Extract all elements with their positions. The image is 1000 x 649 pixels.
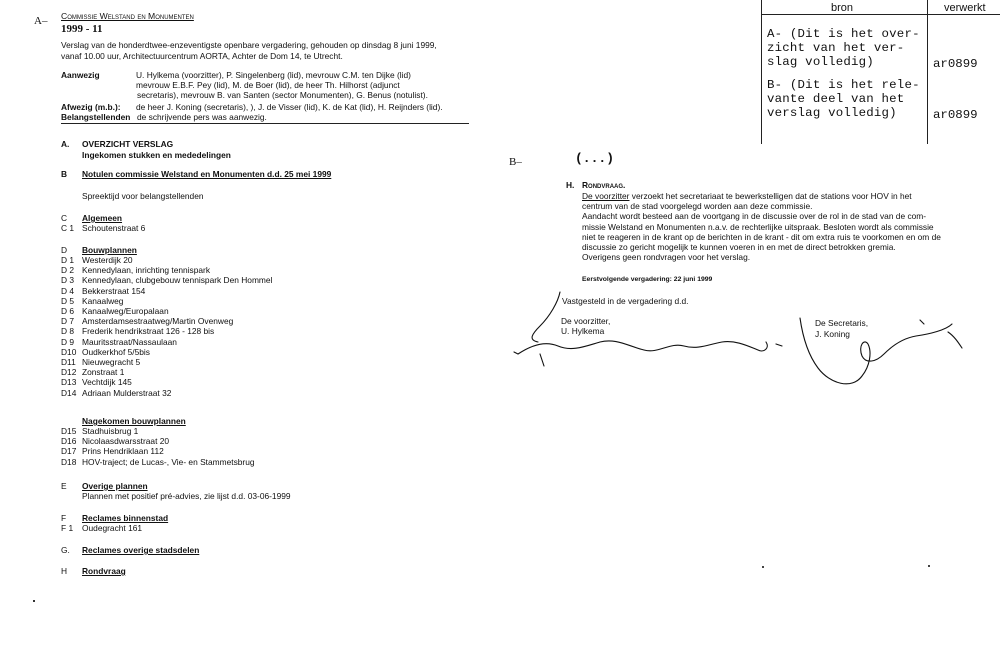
body-line: missie Welstand en Monumenten n.a.v. de rechterlijke uitspraak. Besloten wordt als commissie — [582, 221, 934, 232]
list-item: D 4 Bekkerstraat 154 — [61, 285, 146, 296]
list-item: D 2 Kennedylaan, inrichting tennispark — [61, 265, 211, 276]
present-label: Aanwezig — [61, 70, 100, 80]
list-item: D18 HOV-traject; de Lucas-, Vie- en Stammetsbrug — [61, 456, 255, 467]
archive-stamp-table — [761, 0, 1000, 144]
section-b-letter: B — [61, 169, 68, 179]
list-item: D15 Stadhuisbrug 1 — [61, 426, 139, 436]
section-f-letter: F — [61, 513, 67, 523]
header-divider — [61, 123, 469, 124]
section-h-letter: H — [61, 566, 68, 576]
doc-number: 1999 - 11 — [61, 23, 103, 35]
section-f-title: Reclames binnenstad — [82, 513, 169, 523]
stamp-code-a: ar0899 — [933, 57, 978, 71]
list-item: F 1 Oudegracht 161 — [61, 523, 143, 533]
stamp-border-left — [761, 0, 762, 144]
secretary-name: J. Koning — [815, 329, 850, 339]
body-line: Overigens geen rondvragen voor het verslag. — [582, 252, 751, 263]
section-a-title: OVERZICHT VERSLAG — [82, 139, 174, 149]
section-c-title: Algemeen — [82, 213, 123, 223]
signatures — [500, 280, 980, 410]
body-line: discussie zo gericht mogelijk te kunnen voeren in en met de direct betrokken gremia. — [582, 242, 896, 253]
section-b-subtitle: Spreektijd voor belangstellenden — [82, 191, 204, 201]
list-item: D 7 Amsterdamsestraatweg/Martin Ovenweg — [61, 316, 234, 327]
stamp-row-a — [767, 27, 920, 70]
list-item: D 5 Kanaalweg — [61, 295, 124, 306]
list-item: D 6 Kanaalweg/Europalaan — [61, 306, 169, 317]
scan-speck — [33, 600, 35, 602]
rondvraag-letter: H. — [566, 180, 575, 190]
list-item: D 8 Frederik hendrikstraat 126 - 128 bis — [61, 326, 215, 337]
absent-text: de heer J. Koning (secretaris), ), J. de Visser (lid), K. de Kat (lid), H. Reijnders (lid). — [136, 102, 443, 112]
chair-lead: De voorzitter — [582, 191, 630, 201]
marker-b: B– — [509, 156, 522, 168]
list-item: D16 Nicolaasdwarsstraat 20 — [61, 436, 170, 447]
list-item: D13 Vechtdijk 145 — [61, 377, 132, 388]
secretary-signature-icon — [800, 318, 962, 384]
body-line: centrum van de stad voorgelegd worden aan deze commissie. — [582, 201, 813, 212]
late-plans-items — [61, 426, 255, 467]
intro-line-1: Verslag van de honderdtwee-enzeventigste openbare vergadering, gehouden op dinsdag 8 juni 1999, — [61, 40, 437, 50]
section-d-items — [61, 255, 272, 398]
stamp-line: B- (Dit is het rele- — [767, 78, 920, 92]
stamp-col-processed: verwerkt — [944, 2, 986, 14]
section-h-title: Rondvraag — [82, 566, 126, 576]
marker-a: A– — [34, 15, 48, 27]
list-item: D14 Adriaan Mulderstraat 32 — [61, 387, 172, 398]
stamp-border-mid — [927, 0, 928, 144]
body-line: Aandacht wordt besteed aan de voortgang in de discussie over de rol in de stad van de com- — [582, 211, 927, 222]
chair-role: De voorzitter, — [561, 316, 611, 326]
scan-speck — [928, 565, 930, 567]
late-plans-title: Nagekomen bouwplannen — [82, 416, 186, 426]
stamp-code-b: ar0899 — [933, 108, 978, 122]
section-f-items — [61, 523, 142, 533]
list-item: D 9 Mauritsstraat/Nassaulaan — [61, 336, 177, 347]
section-e-letter: E — [61, 481, 67, 491]
chair-name: U. Hylkema — [561, 326, 605, 336]
section-e-title: Overige plannen — [82, 481, 148, 491]
present-line: secretaris), mevrouw B. van Santen (sector Monumenten), G. Benus (notulist). — [137, 90, 428, 101]
stamp-line: A- (Dit is het over- — [767, 27, 920, 41]
stamp-row-b — [767, 78, 920, 121]
list-item: D 3 Kennedylaan, clubgebouw tennispark Den Hommel — [61, 275, 273, 286]
press-label: Belangstellenden — [61, 112, 131, 122]
intro-line-2: vanaf 10.00 uur, Architectuurcentrum AORTA, Achter de Dom 14, te Utrecht. — [61, 51, 343, 61]
stamp-col-source: bron — [831, 2, 854, 14]
present-line: mevrouw E.B.F. Pey (lid), M. de Boer (lid), de heer Th. Hilhorst (adjunct — [136, 80, 400, 91]
stamp-line: verslag volledig) — [767, 106, 897, 121]
present-line: U. Hylkema (voorzitter), P. Singelenberg (lid), mevrouw C.M. ten Dijke (lid) — [136, 70, 411, 80]
stamp-line: vante deel van het — [767, 92, 905, 107]
stamp-line: slag volledig) — [767, 55, 874, 70]
press-text: de schrijvende pers was aanwezig. — [137, 112, 267, 122]
section-c-items — [61, 223, 145, 233]
list-item: D17 Prins Hendriklaan 112 — [61, 446, 164, 457]
section-g-title: Reclames overige stadsdelen — [82, 545, 200, 555]
adopted-line: Vastgesteld in de vergadering d.d. — [562, 296, 689, 306]
list-item: D10 Oudkerkhof 5/5bis — [61, 346, 150, 357]
next-meeting: Eerstvolgende vergadering: 22 juni 1999 — [582, 276, 713, 283]
section-c-letter: C — [61, 213, 68, 223]
ellipsis-mark: (...) — [575, 151, 615, 166]
secretary-role: De Secretaris, — [815, 318, 869, 328]
scan-speck — [762, 566, 764, 568]
section-d-title: Bouwplannen — [82, 245, 137, 255]
stamp-header-rule — [761, 14, 1000, 15]
section-a-letter: A. — [61, 139, 70, 149]
org-name: Commissie Welstand en Monumenten — [61, 11, 194, 21]
section-d-letter: D — [61, 245, 68, 255]
section-e-subtitle: Plannen met positief pré-advies, zie lijst d.d. 03-06-1999 — [82, 491, 291, 501]
section-g-letter: G. — [61, 545, 70, 555]
list-item: D 1 Westerdijk 20 — [61, 255, 133, 265]
section-b-title: Notulen commissie Welstand en Monumenten d.d. 25 mei 1999 — [82, 169, 332, 179]
list-item: D12 Zonstraat 1 — [61, 367, 125, 378]
absent-label: Afwezig (m.b.): — [61, 102, 121, 112]
body-line: De voorzitter verzoekt het secretariaat te bewerkstelligen dat de stations voor HOV in het — [582, 191, 912, 201]
present-list — [136, 70, 428, 101]
list-item: C 1 Schoutenstraat 6 — [61, 223, 146, 233]
body-line: niet te reageren in de krant op de berichten in de krant - dit om extra ruis te voorkomen en om de — [582, 231, 941, 242]
stamp-line: zicht van het ver- — [767, 41, 905, 56]
rondvraag-title: Rondvraag. — [582, 180, 626, 190]
section-a-subtitle: Ingekomen stukken en mededelingen — [82, 150, 231, 160]
list-item: D11 Nieuwegracht 5 — [61, 357, 141, 368]
chair-signature-icon — [514, 292, 782, 366]
rondvraag-body — [582, 191, 941, 262]
